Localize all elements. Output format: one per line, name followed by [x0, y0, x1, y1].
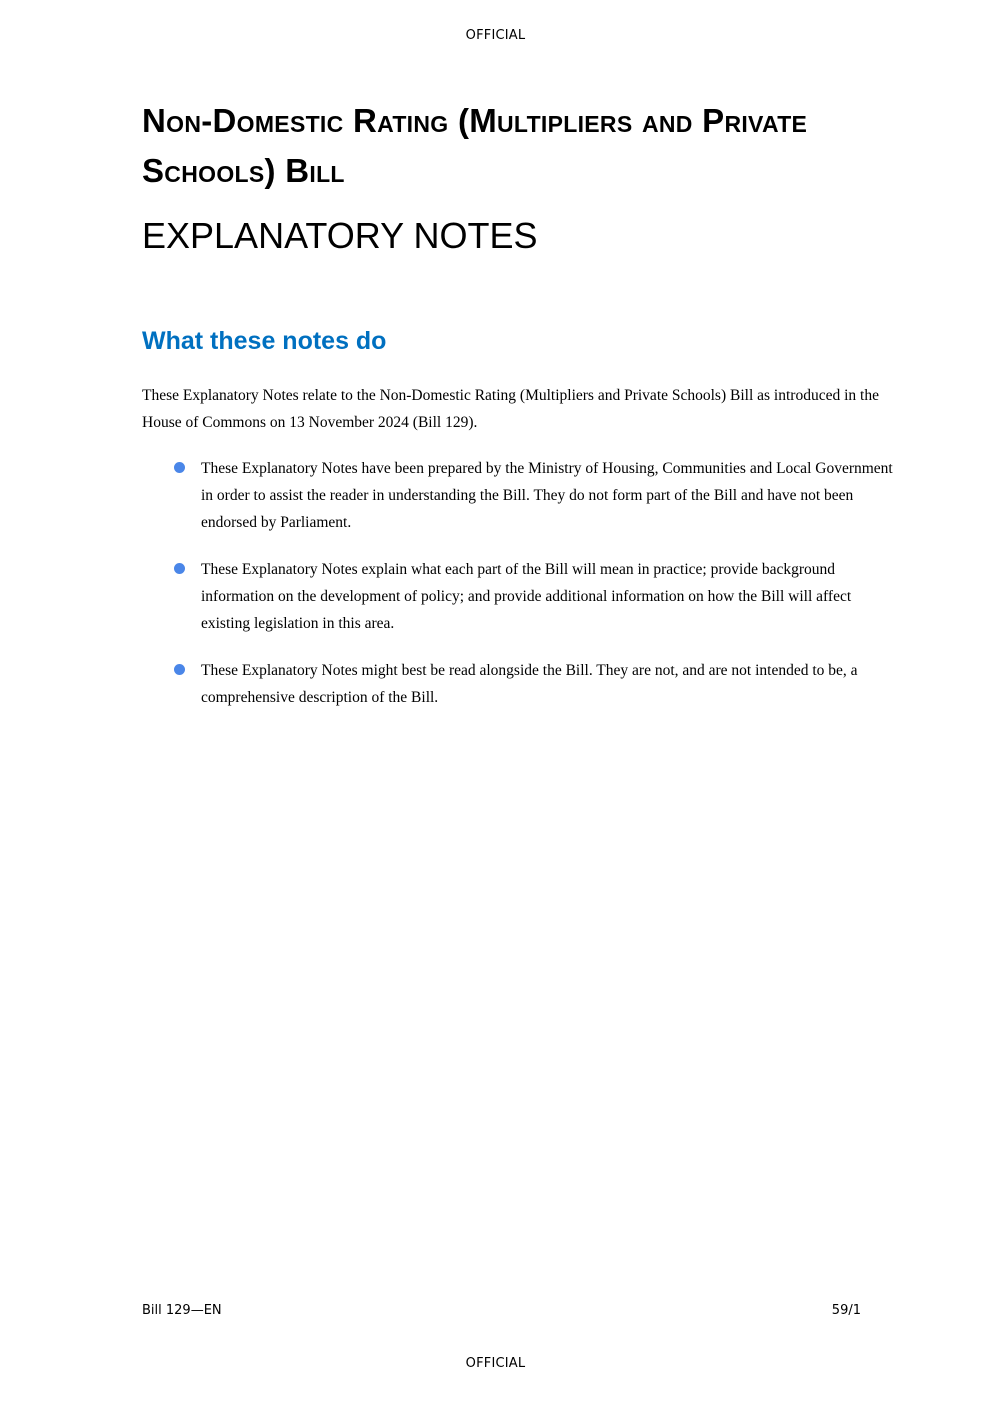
bill-title: Non-Domestic Rating (Multipliers and Private Schools) Bill	[142, 102, 808, 189]
bullet-item	[142, 657, 902, 711]
bullet-dot-icon	[174, 664, 185, 675]
bullet-dot-icon	[174, 563, 185, 574]
bullet-dot-icon	[174, 462, 185, 473]
bullet-text: These Explanatory Notes have been prepared by the Ministry of Housing, Communities and Local Government in order to assist the reader in understanding the Bill. They do not form part of the Bill and have not been endorsed by Parliament.	[201, 460, 893, 531]
bullet-item	[142, 556, 902, 637]
bullet-item	[142, 455, 902, 536]
classification-marking-top: OFFICIAL	[465, 28, 526, 43]
bullet-text: These Explanatory Notes explain what each part of the Bill will mean in practice; provide background information on the development of policy; and provide additional information on how the Bill will affect existing legislation in this area.	[201, 561, 852, 632]
bullet-text: These Explanatory Notes might best be read alongside the Bill. They are not, and are not intended to be, a comprehensive description of the Bill.	[201, 662, 858, 706]
footer-page-reference: 59/1	[831, 1303, 861, 1318]
footer-bill-reference: Bill 129—EN	[142, 1303, 222, 1318]
document-type-title: EXPLANATORY NOTES	[142, 215, 538, 256]
intro-paragraph: These Explanatory Notes relate to the Non-Domestic Rating (Multipliers and Private Schools) Bill as introduced in the House of Commons on 13 November 2024 (Bill 129).	[142, 387, 879, 431]
classification-marking-bottom: OFFICIAL	[465, 1356, 526, 1371]
notes-bullet-list	[142, 455, 902, 731]
section-heading: What these notes do	[142, 327, 387, 355]
